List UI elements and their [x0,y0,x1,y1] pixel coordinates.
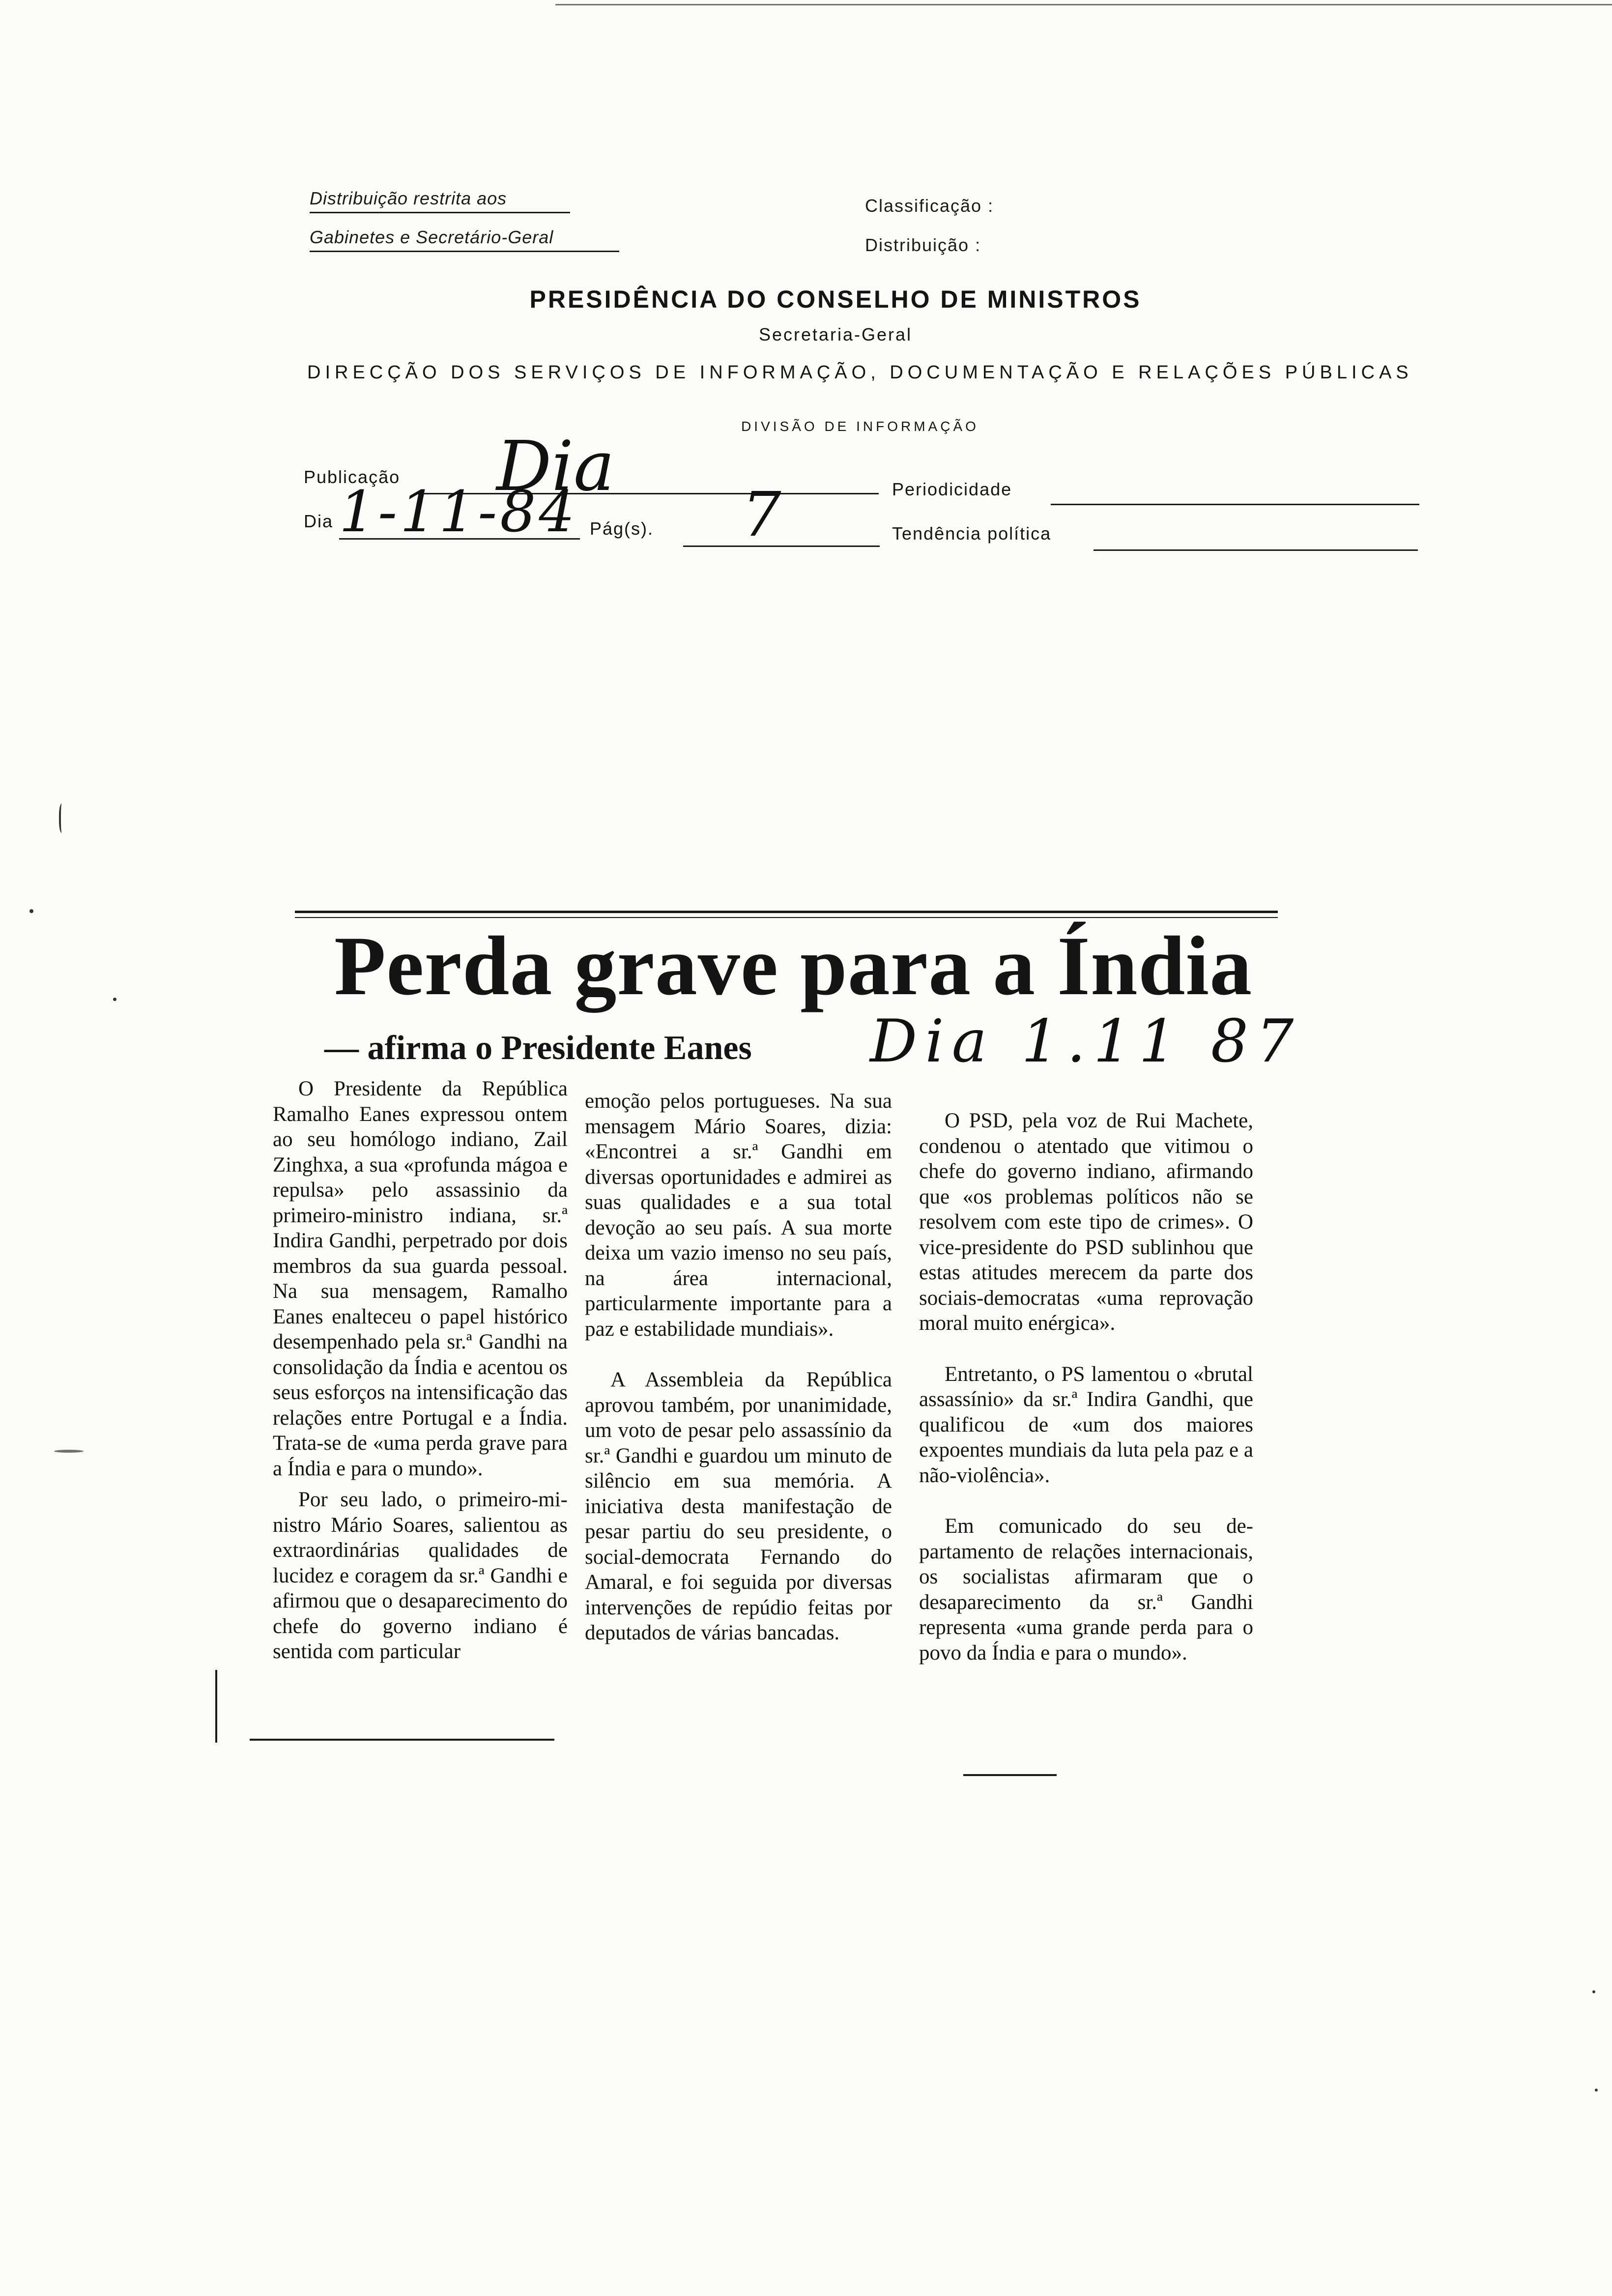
periodicity-label: Periodicidade [892,479,1012,499]
scan-edge-line [555,4,1612,5]
publication-handwritten-value: Dia [496,427,615,507]
column-1-paragraph-1: O Presidente da República Ramalho Eanes expressou ontem ao seu homólogo indiano, Zail Zinghxa, a sua «profunda mágoa e repulsa» pelo assassinio da primeiro-ministro indiana, sr.ª Indira Gandhi, perpetrado por dois membros da sua guarda pessoal. Na sua mensagem, Ramalho Eanes enalteceu o papel histórico desempenhado pela sr.ª Gandhi na consolidação da Índia e acentou os seus esforços na intensificação das relações entre Portugal e a Índia. Trata-se de «uma perda grave para a Índia e para o mundo». [273,1077,568,1480]
political-tendency-line [1094,549,1418,551]
scan-speck [1595,2089,1598,2092]
scan-artifact-bracket [59,804,66,833]
restricted-distribution-line-2: Gabinetes e Secretário-Geral [310,227,619,252]
publication-label: Publicação [304,467,401,487]
periodicity-line [1051,504,1419,505]
distribution-label: Distribuição : [865,235,981,255]
scan-artifact-dash [54,1450,84,1453]
handwritten-date-note: Dia 1.11 87 [870,1007,1302,1076]
column-3-paragraph-2: Entretanto, o PS lamentou o «brutal assassínio» da sr.ª Indira Gandhi, que qualificou de «um dos maiores expoentes mundiais da luta pela paz e a não-violência». [919,1362,1253,1487]
pages-handwritten-value: 7 [742,479,781,550]
clipping-top-rule [295,911,1278,913]
division-title: DIVISÃO DE INFORMAÇÃO [741,419,979,434]
article-headline: Perda grave para a Índia [334,919,1253,1013]
clipping-top-rule-thin [295,917,1278,918]
column-3-paragraph-1: O PSD, pela voz de Rui Machete, condenou o atentado que vitimou o chefe do governo indiano, afirmando que «os problemas políticos não se resolvem com este tipo de crimes». O vice-presidente do PSD sublinhou que estas atitudes merecem da parte dos sociais-democratas «uma reprovação moral muito enérgica». [919,1109,1253,1335]
scan-speck [113,998,116,1001]
political-tendency-label: Tendência política [892,523,1052,544]
article-column-2 [585,1089,892,1646]
restricted-distribution-line-1: Distribuição restrita aos [310,188,570,213]
date-label: Dia [304,511,334,531]
column-1-bottom-rule [250,1739,554,1741]
margin-mark [215,1670,217,1743]
column-1-paragraph-2: Por seu lado, o primeiro-ministro Mário Soares, salientou as extraordinárias qualidades de lucidez e coragem da sr.ª Gandhi e afirmou que o desaparecimento do chefe do governo indiano é sentida com particular [273,1488,568,1663]
article-column-1 [273,1076,568,1665]
scan-speck [29,909,33,913]
pages-label: Pág(s). [590,518,654,539]
classification-label: Classificação : [865,196,994,216]
pages-line [683,545,880,547]
scan-speck [1592,1990,1595,1993]
column-3-paragraph-3: Em comunicado do seu departamento de relações internacionais, os socialistas afirmaram que o desaparecimento da sr.ª Gandhi representa «uma grande perda para o povo da Índia e para o mundo». [919,1515,1253,1665]
directorate-title: DIRECÇÃO DOS SERVIÇOS DE INFORMAÇÃO, DOCUMENTAÇÃO E RELAÇÕES PÚBLICAS [307,362,1413,383]
date-handwritten-value: 1-11-84 [339,479,578,545]
column-3-bottom-rule [963,1774,1057,1776]
organization-title: PRESIDÊNCIA DO CONSELHO DE MINISTROS [529,286,1142,313]
column-2-paragraph-1: emoção pelos portugueses. Na sua mensagem Mário Soares, dizia: «Encontrei a sr.ª Gandhi em diversas oportunidades e admirei as suas qualidades e a sua total devoção ao seu país. A sua morte deixa um vazio imenso no seu país, na área internacional, particularmente importante para a paz e estabilidade mundiais». [585,1090,892,1341]
article-column-3 [919,1108,1253,1665]
secretariat-title: Secretaria-Geral [758,324,913,344]
column-2-paragraph-2: A Assembleia da República aprovou também, por unanimidade, um voto de pesar pelo assassínio da sr.ª Gandhi e guardou um minuto de silêncio em sua memória. A iniciativa desta manifestação de pesar partiu do seu presidente, o social-democrata Fernando do Amaral, e foi seguida por diversas intervenções de repúdio feitas por deputados de várias bancadas. [585,1368,892,1644]
article-subheadline: — afirma o Presidente Eanes [324,1029,752,1067]
